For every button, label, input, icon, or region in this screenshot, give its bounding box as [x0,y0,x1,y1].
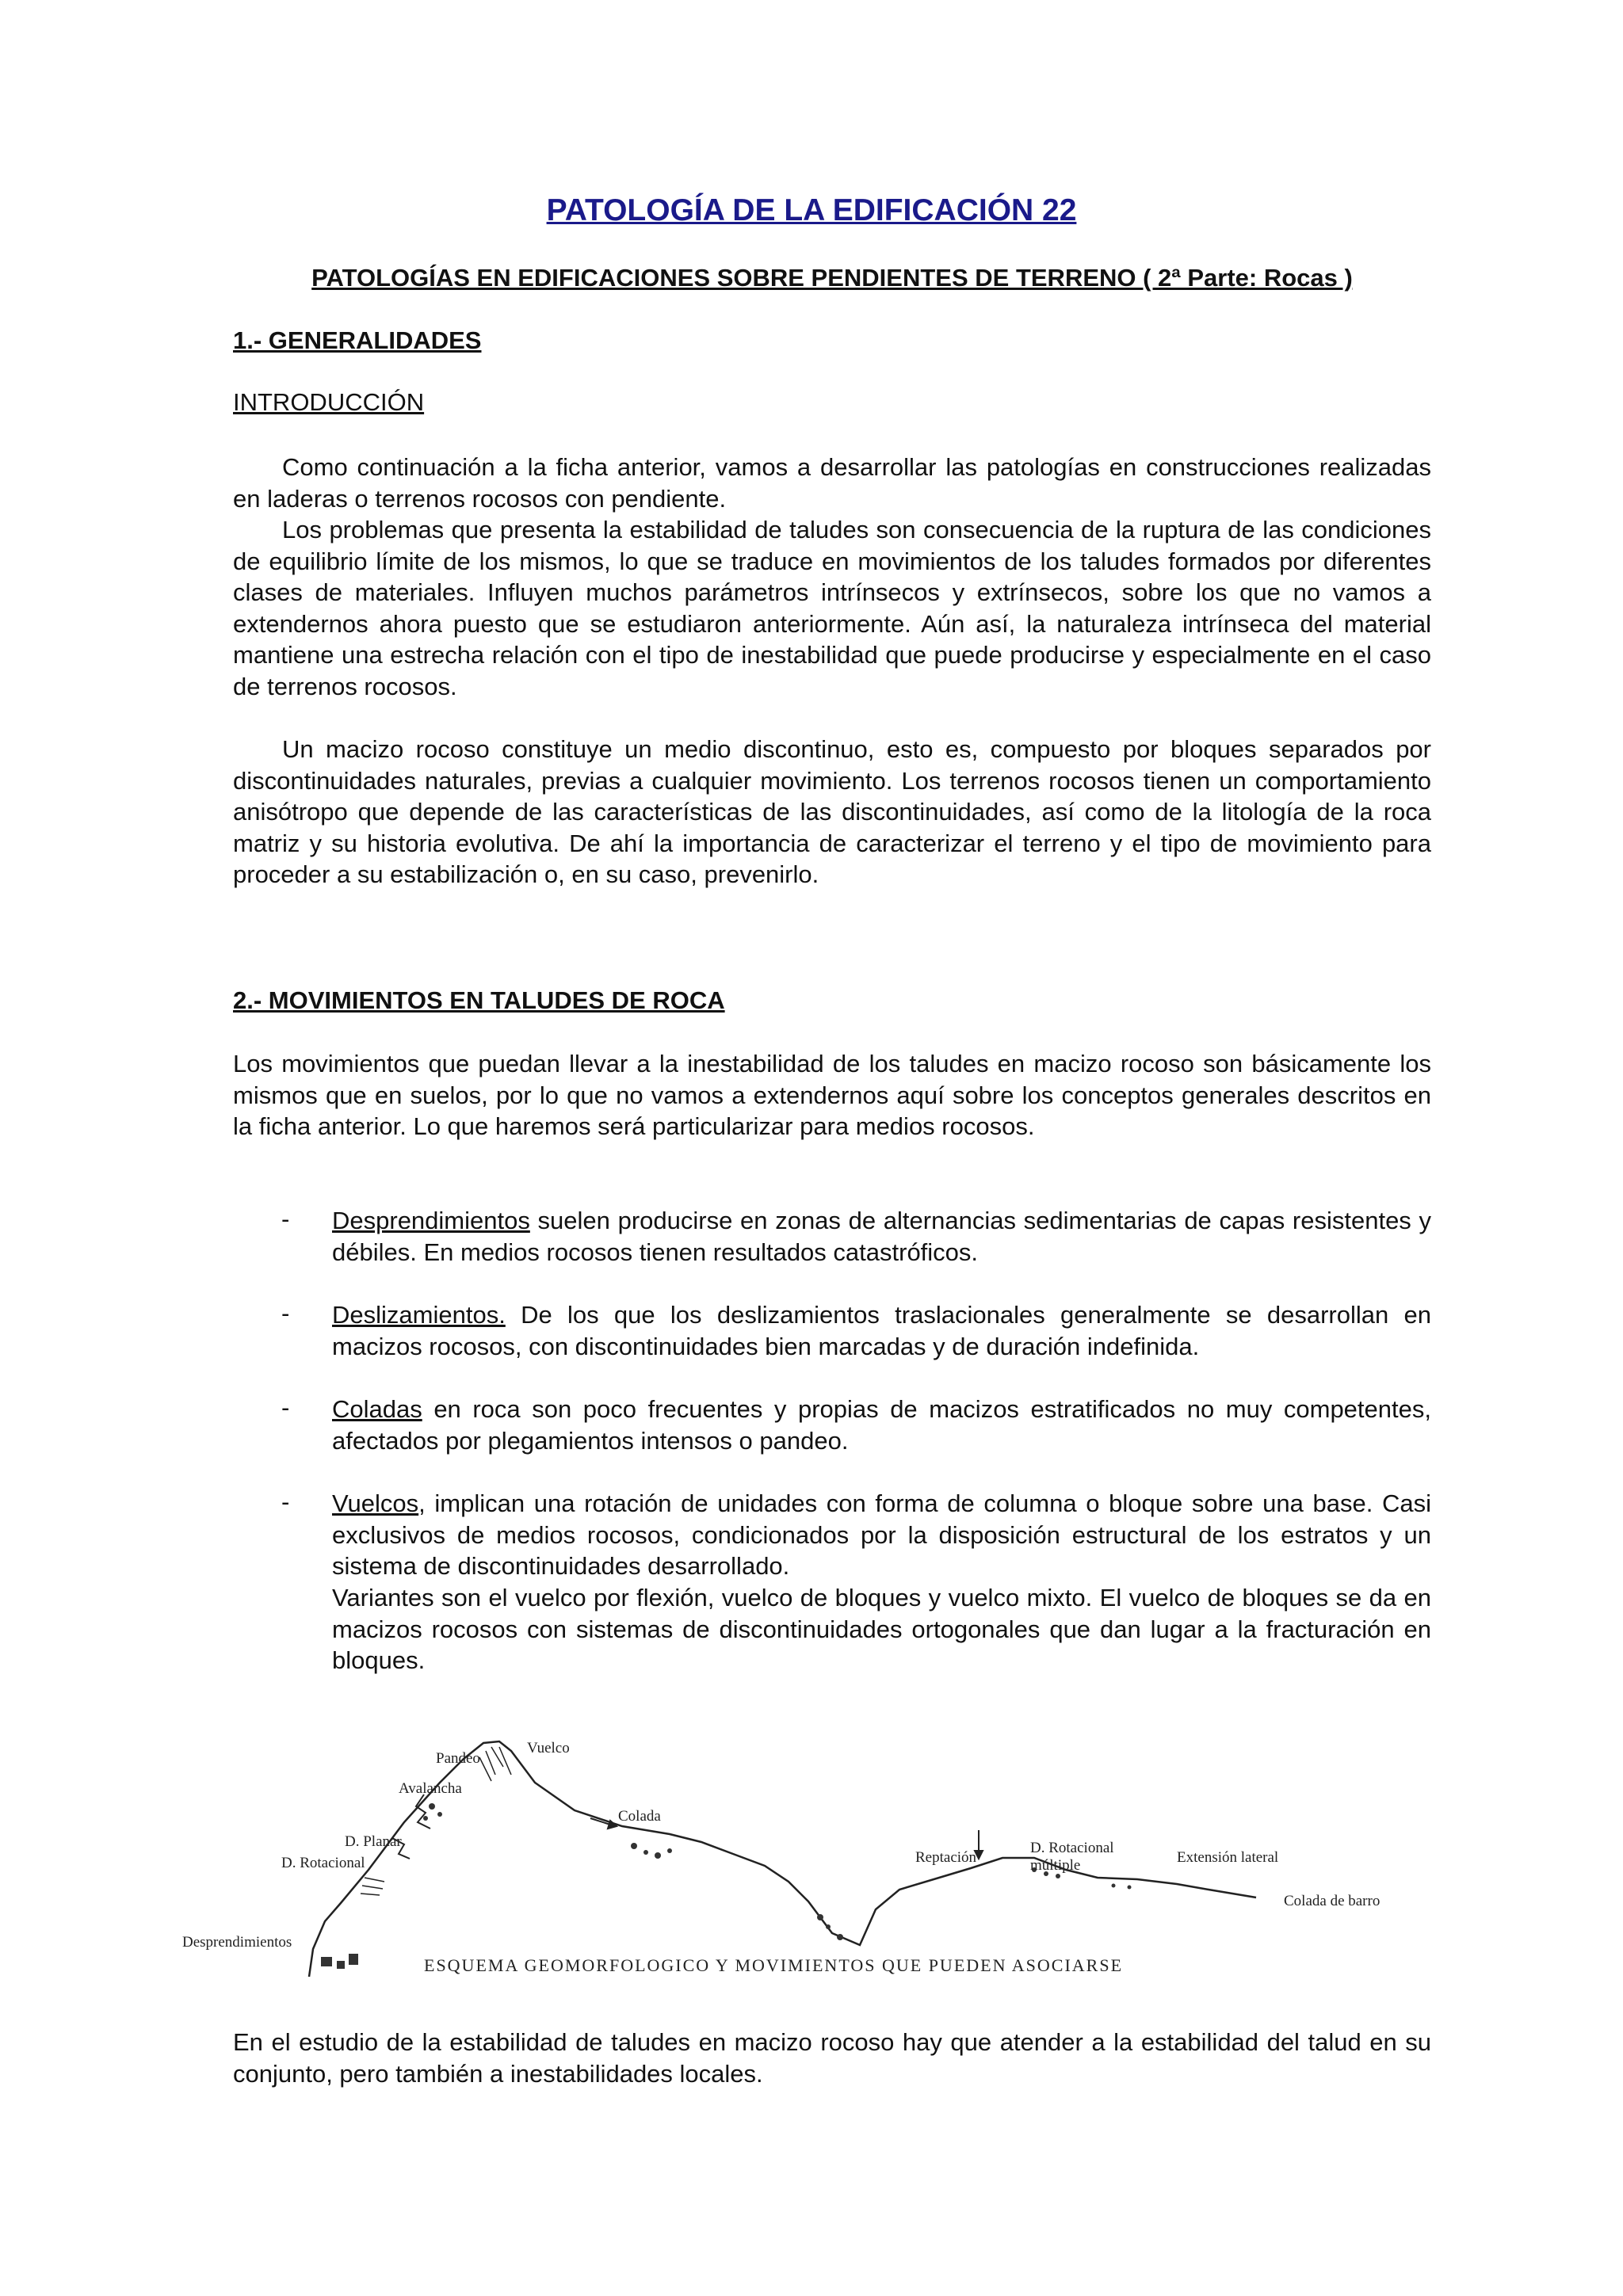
label-extension-lateral: Extensión lateral [1177,1849,1279,1866]
label-vuelco: Vuelco [527,1740,570,1756]
label-desprendimientos: Desprendimientos [182,1934,292,1951]
section-2-intro: Los movimientos que puedan llevar a la inestabilidad de los taludes en macizo rocoso son básicamente los mismos que en suelos, por lo que no vamos a extendernos aquí sobre los conceptos generales descritos en la ficha anterior. Lo que haremos será particularizar para medios rocosos. [233,1050,1431,1140]
list-item-text: , implican una rotación de unidades con forma de columna o bloque sobre una base. Casi exclusivos de medios rocosos, condicionados por la disposición estructural de los estratos y un sistema de discontinuidades desarrollado. [332,1489,1431,1580]
list-bullet: - [281,1394,290,1421]
list-item-term: Coladas [332,1395,422,1423]
document-title: PATOLOGÍA DE LA EDIFICACIÓN 22 [546,193,1077,227]
list-item-term: Desprendimientos [332,1207,530,1234]
list-item-extra: Variantes son el vuelco por flexión, vuelco de bloques y vuelco mixto. El vuelco de bloques se da en macizos rocosos con sistemas de discontinuidades ortogonales que dan lugar a la fracturación en bloques. [332,1584,1431,1674]
list-item [332,1205,1431,1268]
list-item-term: Deslizamientos. [332,1301,506,1329]
list-item [332,1299,1431,1362]
intro-paragraph-3: Un macizo rocoso constituye un medio discontinuo, esto es, compuesto por bloques separados por discontinuidades naturales, previas a cualquier movimiento. Los terrenos rocosos tienen un comportamiento anisótropo que depende de las características de las discontinuidades, así como de la litología de la roca matriz y su historia evolutiva. De ahí la importancia de caracterizar el terreno y el tipo de movimiento para proceder a su estabilización o, en su caso, prevenirlo. [233,735,1431,888]
list-bullet: - [281,1299,290,1327]
label-pandeo: Pandeo [436,1750,480,1767]
closing-paragraph: En el estudio de la estabilidad de taludes en macizo rocoso hay que atender a la estabilidad del talud en su conjunto, pero también a inestabilidades locales. [233,2028,1431,2088]
list-item-text: en roca son poco frecuentes y propias de macizos estratificados no muy competentes, afectados por plegamientos intensos o pandeo. [332,1395,1431,1455]
document-subtitle: PATOLOGÍAS EN EDIFICACIONES SOBRE PENDIENTES DE TERRENO ( 2ª Parte: Rocas ) [311,264,1353,292]
list-item [332,1488,1431,1582]
terrain-profile [309,1741,1256,1977]
section-2-heading: 2.- MOVIMIENTOS EN TALUDES DE ROCA [233,986,725,1014]
label-d-rotacional: D. Rotacional [281,1855,365,1871]
rock-debris [321,1803,1132,1969]
intro-paragraph-1: Como continuación a la ficha anterior, vamos a desarrollar las patologías en construcciones realizadas en laderas o terrenos rocosos con pendiente. [233,453,1431,513]
introduction-subheading: INTRODUCCIÓN [233,388,425,416]
label-multiple: múltiple [1030,1857,1081,1874]
list-item-term: Vuelcos [332,1489,419,1517]
section-1-heading: 1.- GENERALIDADES [233,326,482,354]
label-colada: Colada [618,1808,661,1825]
list-bullet: - [281,1488,290,1516]
label-avalancha: Avalancha [399,1780,462,1797]
label-reptacion: Reptación [915,1849,977,1866]
intro-paragraph-2: Los problemas que presenta la estabilidad de taludes son consecuencia de la ruptura de las condiciones de equilibrio límite de los mismos, lo que se traduce en movimientos de los taludes formados por diferentes clases de materiales. Influyen muchos parámetros intrínsecos y extrínsecos, sobre los que no vamos a extendernos ahora puesto que se estudiaron anteriormente. Aún así, la naturaleza intrínseca del material mantiene una estrecha relación con el tipo de inestabilidad que puede producirse y especialmente en el caso de terrenos rocosos. [233,516,1431,700]
label-d-planar: D. Planar [345,1833,402,1850]
list-bullet: - [281,1205,290,1233]
diagram-caption: ESQUEMA GEOMORFOLOGICO Y MOVIMIENTOS QUE PUEDEN ASOCIARSE [424,1955,1124,1975]
label-colada-de-barro: Colada de barro [1284,1893,1381,1909]
list-item [332,1394,1431,1456]
label-d-rotacional-multiple: D. Rotacional [1030,1840,1114,1856]
geomorphology-diagram [178,1719,1446,1989]
list-item-text: De los que los deslizamientos traslacionales generalmente se desarrollan en macizos rocosos, con discontinuidades bien marcadas y de duración indefinida. [332,1301,1431,1360]
list-item-text: suelen producirse en zonas de alternancias sedimentarias de capas resistentes y débiles. En medios rocosos tienen resultados catastróficos. [332,1207,1431,1266]
